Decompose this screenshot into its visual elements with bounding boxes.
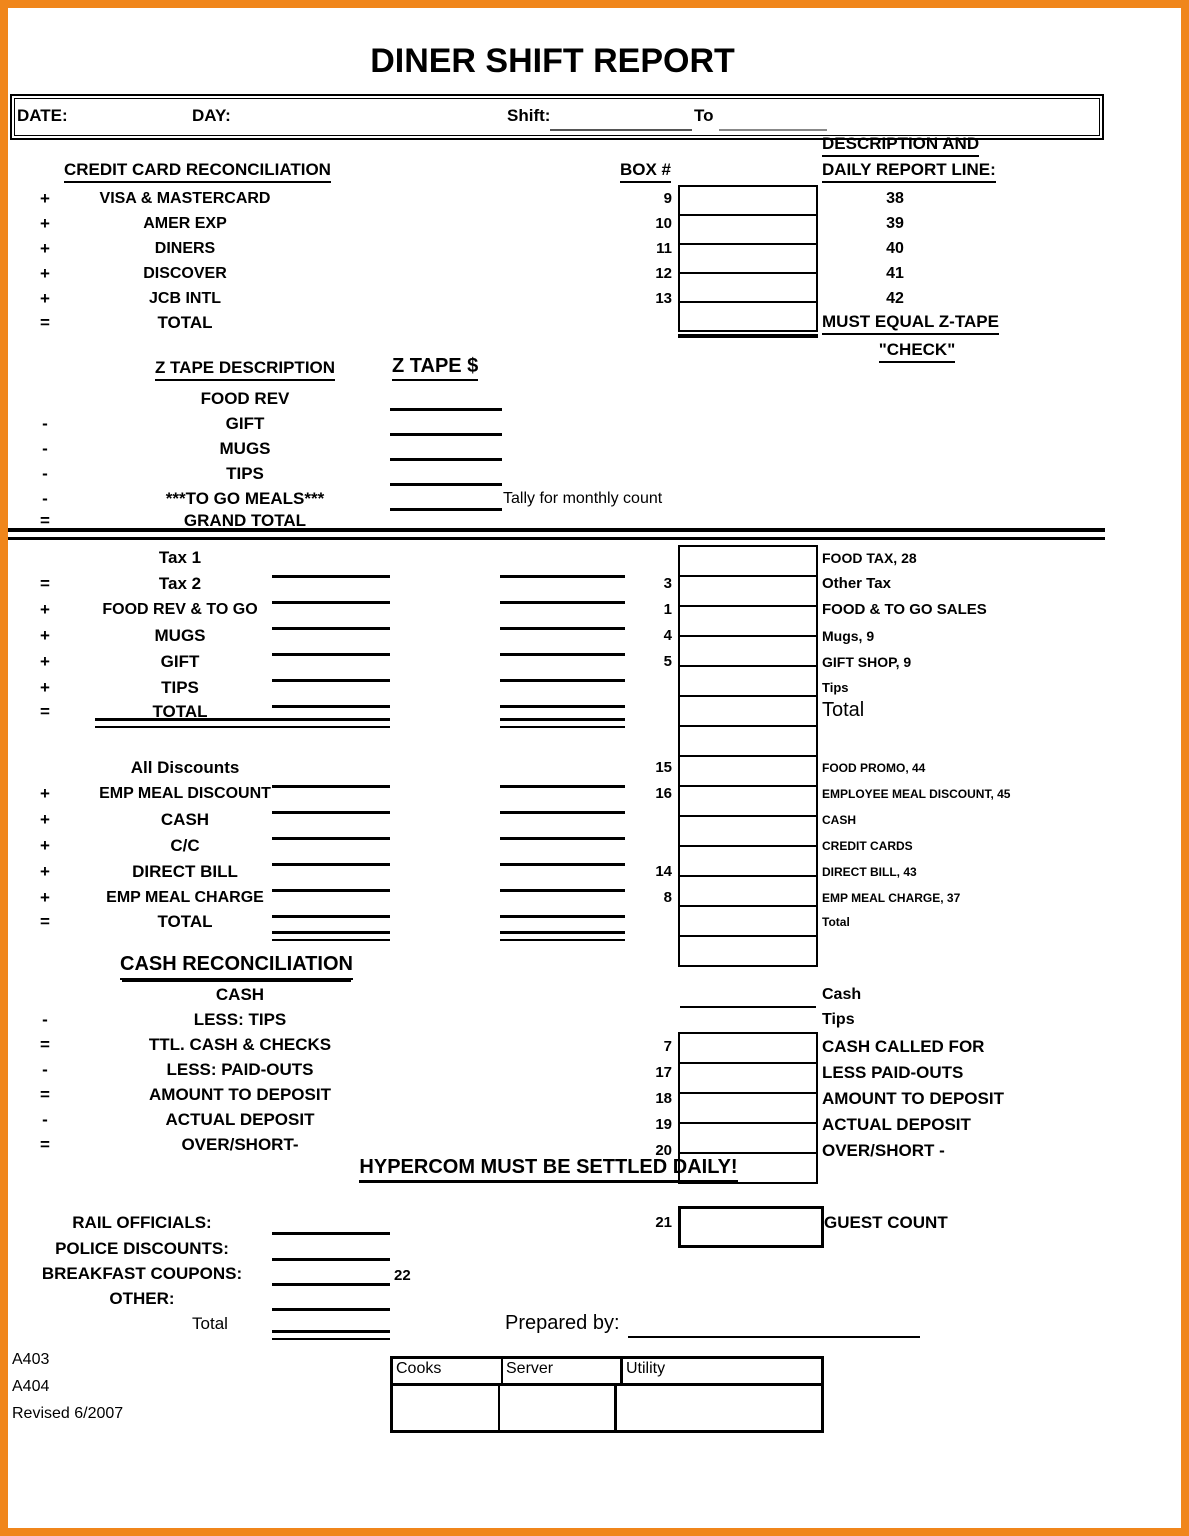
hypercom-warning: HYPERCOM MUST BE SETTLED DAILY! [0, 1156, 1097, 1183]
row-desc-cash: Cash [822, 986, 862, 1003]
entry-box[interactable] [678, 1032, 818, 1064]
entry-box[interactable] [678, 725, 818, 757]
ztape-amount-line[interactable] [390, 413, 502, 436]
row-label-food-rev: FOOD REV [200, 389, 290, 408]
row-operator: - [42, 1010, 48, 1029]
amount-line[interactable] [500, 579, 625, 604]
shift-label: Shift: [507, 106, 551, 125]
row-desc-total: Total [822, 699, 865, 721]
box-number: 16 [655, 785, 672, 802]
total-double-line[interactable] [500, 931, 625, 941]
staff-table-cell-server[interactable] [500, 1386, 617, 1430]
box-number: 9 [663, 190, 672, 207]
credit-card-entry-boxes [678, 185, 818, 332]
to-label: To [694, 106, 714, 125]
report-line-number: 39 [886, 215, 904, 232]
amount-line[interactable] [500, 789, 625, 814]
box-number: 7 [663, 1038, 672, 1055]
description-header-line1: DESCRIPTION AND [822, 134, 979, 157]
row-operator: + [40, 189, 50, 208]
row-label-all-discounts: All Discounts [130, 758, 240, 777]
amount-line[interactable] [272, 1212, 390, 1235]
row-operator: - [42, 439, 48, 458]
row-desc-gift-shop: GIFT SHOP, 9 [822, 654, 912, 670]
row-operator: = [40, 1085, 50, 1104]
row-label-emp-meal-discount: EMP MEAL DISCOUNT [99, 785, 271, 802]
ztape-amount-header: Z TAPE $ [392, 355, 478, 381]
row-desc-food-togo-sales: FOOD & TO GO SALES [822, 601, 987, 618]
amount-line[interactable] [272, 1238, 390, 1261]
row-label-ttl-cash-checks: TTL. CASH & CHECKS [148, 1035, 332, 1054]
discounts-entry-boxes [678, 755, 818, 967]
row-operator: + [40, 626, 50, 645]
row-desc-employee-meal-discount: EMPLOYEE MEAL DISCOUNT, 45 [822, 787, 1011, 801]
row-desc-mugs: Mugs, 9 [822, 628, 875, 644]
row-desc-food-promo: FOOD PROMO, 44 [822, 761, 926, 775]
amount-line[interactable] [272, 1263, 390, 1286]
amount-line[interactable] [500, 867, 625, 892]
row-label-tax2: Tax 2 [158, 574, 202, 593]
amount-line[interactable] [272, 867, 390, 892]
entry-box[interactable] [678, 755, 818, 787]
row-label-less-tips: LESS: TIPS [193, 1010, 287, 1029]
amount-line[interactable] [500, 815, 625, 840]
section-divider [8, 528, 1105, 540]
row-operator: + [40, 810, 50, 829]
row-label-gift: GIFT [225, 414, 265, 433]
guest-count-entry-box[interactable] [678, 1206, 824, 1248]
entry-box[interactable] [678, 272, 818, 303]
ztape-amount-line[interactable] [390, 488, 502, 511]
row-label-emp-meal-charge: EMP MEAL CHARGE [106, 889, 264, 906]
report-line-number: 41 [886, 265, 904, 282]
row-operator: - [42, 1060, 48, 1079]
entry-box[interactable] [678, 935, 818, 967]
box-number: 20 [655, 1142, 672, 1159]
row-operator: = [40, 912, 50, 931]
row-operator: + [40, 264, 50, 283]
entry-box[interactable] [678, 905, 818, 937]
amount-line[interactable] [272, 763, 390, 788]
row-label-other: OTHER: [109, 1289, 175, 1308]
box-number: 10 [655, 215, 672, 232]
cash-recon-section-title: CASH RECONCILIATION [120, 953, 353, 980]
amount-line[interactable] [272, 553, 390, 578]
entry-box[interactable] [678, 185, 818, 216]
credit-card-total-line[interactable] [678, 318, 818, 338]
row-operator: = [40, 1035, 50, 1054]
form-number-a404: A404 [12, 1378, 50, 1395]
ztape-amount-line[interactable] [390, 438, 502, 461]
row-label-grand-total: GRAND TOTAL [183, 511, 307, 530]
box-number: 1 [663, 601, 672, 618]
entry-box[interactable] [678, 635, 818, 667]
row-label-mugs: MUGS [154, 626, 206, 645]
row-label-visa-mastercard: VISA & MASTERCARD [99, 190, 271, 207]
entry-box[interactable] [678, 545, 818, 577]
day-label: DAY: [192, 106, 231, 125]
entry-box[interactable] [678, 1092, 818, 1124]
description-header-line2: DAILY REPORT LINE: [822, 160, 996, 183]
row-label-less-paid-outs: LESS: PAID-OUTS [166, 1060, 314, 1079]
form-number-a403: A403 [12, 1351, 50, 1368]
box-number: 3 [663, 575, 672, 592]
report-line-number: 38 [886, 190, 904, 207]
row-operator: + [40, 239, 50, 258]
report-line-number: 40 [886, 240, 904, 257]
box-number: 11 [656, 240, 672, 257]
total-double-line[interactable] [272, 931, 390, 941]
date-label: DATE: [17, 106, 68, 125]
check-note: "CHECK" [822, 340, 1012, 363]
row-desc-tips: Tips [822, 680, 849, 695]
entry-box[interactable] [678, 1122, 818, 1154]
row-label-over-short: OVER/SHORT- [181, 1135, 299, 1154]
total-double-line[interactable] [95, 718, 390, 728]
row-desc-actual-deposit: ACTUAL DEPOSIT [822, 1115, 971, 1134]
row-label-tips: TIPS [161, 678, 199, 697]
report-line-number: 42 [886, 290, 904, 307]
row-operator: - [42, 414, 48, 433]
row-label-jcb-intl: JCB INTL [149, 290, 221, 307]
staff-table [390, 1356, 824, 1433]
amount-line[interactable] [272, 579, 390, 604]
must-equal-ztape-note: MUST EQUAL Z-TAPE [822, 312, 999, 335]
row-label-breakfast-coupons: BREAKFAST COUPONS: [41, 1264, 243, 1283]
ztape-description-header: Z TAPE DESCRIPTION [140, 358, 350, 381]
box-number: 13 [655, 290, 672, 307]
row-desc-amount-to-deposit: AMOUNT TO DEPOSIT [822, 1089, 1004, 1108]
row-label-amer-exp: AMER EXP [143, 215, 227, 232]
row-operator: + [40, 678, 50, 697]
amount-line[interactable] [500, 657, 625, 682]
ztape-amount-line[interactable] [390, 388, 502, 411]
row-desc-food-tax: FOOD TAX, 28 [822, 550, 917, 566]
guest-count-label: GUEST COUNT [824, 1213, 948, 1232]
row-label-cash: CASH [215, 985, 265, 1004]
amount-line[interactable] [500, 763, 625, 788]
staff-table-header-utility: Utility [626, 1360, 666, 1377]
row-operator: + [40, 836, 50, 855]
form-revision-date: Revised 6/2007 [12, 1405, 124, 1422]
row-operator: + [40, 862, 50, 881]
ztape-amount-line[interactable] [390, 463, 502, 486]
row-operator: + [40, 600, 50, 619]
cash-amount-line[interactable] [680, 984, 816, 1008]
amount-line[interactable] [272, 657, 390, 682]
credit-card-section-title: CREDIT CARD RECONCILIATION [64, 160, 331, 183]
staff-table-cell-cooks[interactable] [393, 1386, 500, 1430]
prepared-by-label: Prepared by: [505, 1312, 620, 1334]
amount-line[interactable] [500, 631, 625, 656]
row-label-total: Total [192, 1314, 228, 1333]
row-label-gift: GIFT [160, 652, 200, 671]
entry-box[interactable] [678, 785, 818, 817]
row-operator: - [42, 464, 48, 483]
box-number: 21 [655, 1214, 672, 1231]
sales-entry-boxes [678, 545, 818, 757]
tally-note: Tally for monthly count [503, 490, 663, 507]
row-label-cash: CASH [160, 810, 210, 829]
total-double-line[interactable] [272, 1330, 390, 1340]
row-desc-cash-called-for: CASH CALLED FOR [822, 1037, 985, 1056]
row-desc-emp-meal-charge: EMP MEAL CHARGE, 37 [822, 891, 961, 905]
amount-line[interactable] [500, 683, 625, 708]
amount-line[interactable] [500, 605, 625, 630]
row-label-discover: DISCOVER [143, 265, 227, 282]
row-label-amount-to-deposit: AMOUNT TO DEPOSIT [149, 1085, 331, 1104]
box-number: 5 [663, 653, 672, 670]
staff-table-cell-utility[interactable] [617, 1386, 821, 1430]
total-double-line[interactable] [500, 718, 625, 728]
row-desc-cash: CASH [822, 813, 857, 827]
amount-line[interactable] [272, 841, 390, 866]
amount-line[interactable] [272, 683, 390, 708]
row-label-diners: DINERS [154, 240, 216, 257]
row-desc-less-paid-outs: LESS PAID-OUTS [822, 1063, 964, 1082]
entry-box[interactable] [678, 815, 818, 847]
row-label-police-discounts: POLICE DISCOUNTS: [55, 1239, 229, 1258]
amount-line[interactable] [272, 893, 390, 918]
row-desc-credit-cards: CREDIT CARDS [822, 839, 913, 853]
amount-line[interactable] [500, 841, 625, 866]
row-operator: + [40, 888, 50, 907]
entry-box[interactable] [678, 243, 818, 274]
entry-box[interactable] [678, 575, 818, 607]
entry-box[interactable] [678, 605, 818, 637]
amount-line[interactable] [272, 1288, 390, 1311]
box-number: 18 [655, 1090, 672, 1107]
box-number-header: BOX # [620, 160, 671, 183]
entry-box[interactable] [678, 1062, 818, 1094]
row-operator: + [40, 652, 50, 671]
row-operator: = [40, 1135, 50, 1154]
row-label-direct-bill: DIRECT BILL [132, 862, 238, 881]
shift-from-input-line[interactable] [550, 129, 692, 131]
row-label-actual-deposit: ACTUAL DEPOSIT [165, 1110, 315, 1129]
row-desc-total: Total [822, 915, 850, 929]
row-desc-direct-bill: DIRECT BILL, 43 [822, 865, 917, 879]
box-number: 22 [394, 1267, 411, 1284]
box-number: 19 [655, 1116, 672, 1133]
credit-card-total-label: TOTAL [157, 313, 213, 332]
amount-line[interactable] [272, 815, 390, 840]
entry-box[interactable] [678, 695, 818, 727]
amount-line[interactable] [272, 789, 390, 814]
box-number: 8 [663, 889, 672, 906]
box-number: 15 [655, 759, 672, 776]
staff-table-header-server: Server [503, 1359, 623, 1383]
box-number: 14 [655, 863, 672, 880]
amount-line[interactable] [500, 553, 625, 578]
row-label-tax1: Tax 1 [158, 548, 202, 567]
total-operator: = [40, 313, 50, 332]
entry-box[interactable] [678, 665, 818, 697]
row-operator: = [40, 702, 50, 721]
staff-table-header-cooks: Cooks [393, 1359, 503, 1383]
row-label-tips: TIPS [226, 464, 264, 483]
row-label-food-rev-togo: FOOD REV & TO GO [102, 601, 258, 618]
row-label-cc: C/C [170, 836, 200, 855]
row-label-mugs: MUGS [219, 439, 271, 458]
row-label-to-go-meals: ***TO GO MEALS*** [165, 489, 325, 508]
entry-box[interactable] [678, 845, 818, 877]
row-operator: + [40, 289, 50, 308]
amount-line[interactable] [272, 605, 390, 630]
row-operator: - [42, 1110, 48, 1129]
row-operator: + [40, 784, 50, 803]
amount-line[interactable] [500, 893, 625, 918]
entry-box[interactable] [678, 214, 818, 245]
page-title: DINER SHIFT REPORT [370, 42, 735, 80]
amount-line[interactable] [272, 631, 390, 656]
row-label-total: TOTAL [157, 912, 213, 931]
row-desc-other-tax: Other Tax [822, 575, 891, 592]
row-operator: = [40, 574, 50, 593]
row-desc-over-short: OVER/SHORT - [822, 1141, 945, 1160]
shift-to-input-line[interactable] [719, 129, 827, 131]
row-operator [30, 388, 60, 410]
row-operator: = [40, 511, 50, 530]
row-label-rail-officials: RAIL OFFICIALS: [72, 1213, 212, 1232]
entry-box[interactable] [678, 875, 818, 907]
box-number: 17 [655, 1064, 672, 1081]
box-number: 12 [655, 265, 672, 282]
row-operator: - [42, 489, 48, 508]
prepared-by-signature-line[interactable] [628, 1316, 920, 1338]
row-label-total: TOTAL [152, 702, 208, 721]
row-desc-tips: Tips [822, 1011, 855, 1028]
box-number: 4 [663, 627, 672, 644]
row-operator: + [40, 214, 50, 233]
